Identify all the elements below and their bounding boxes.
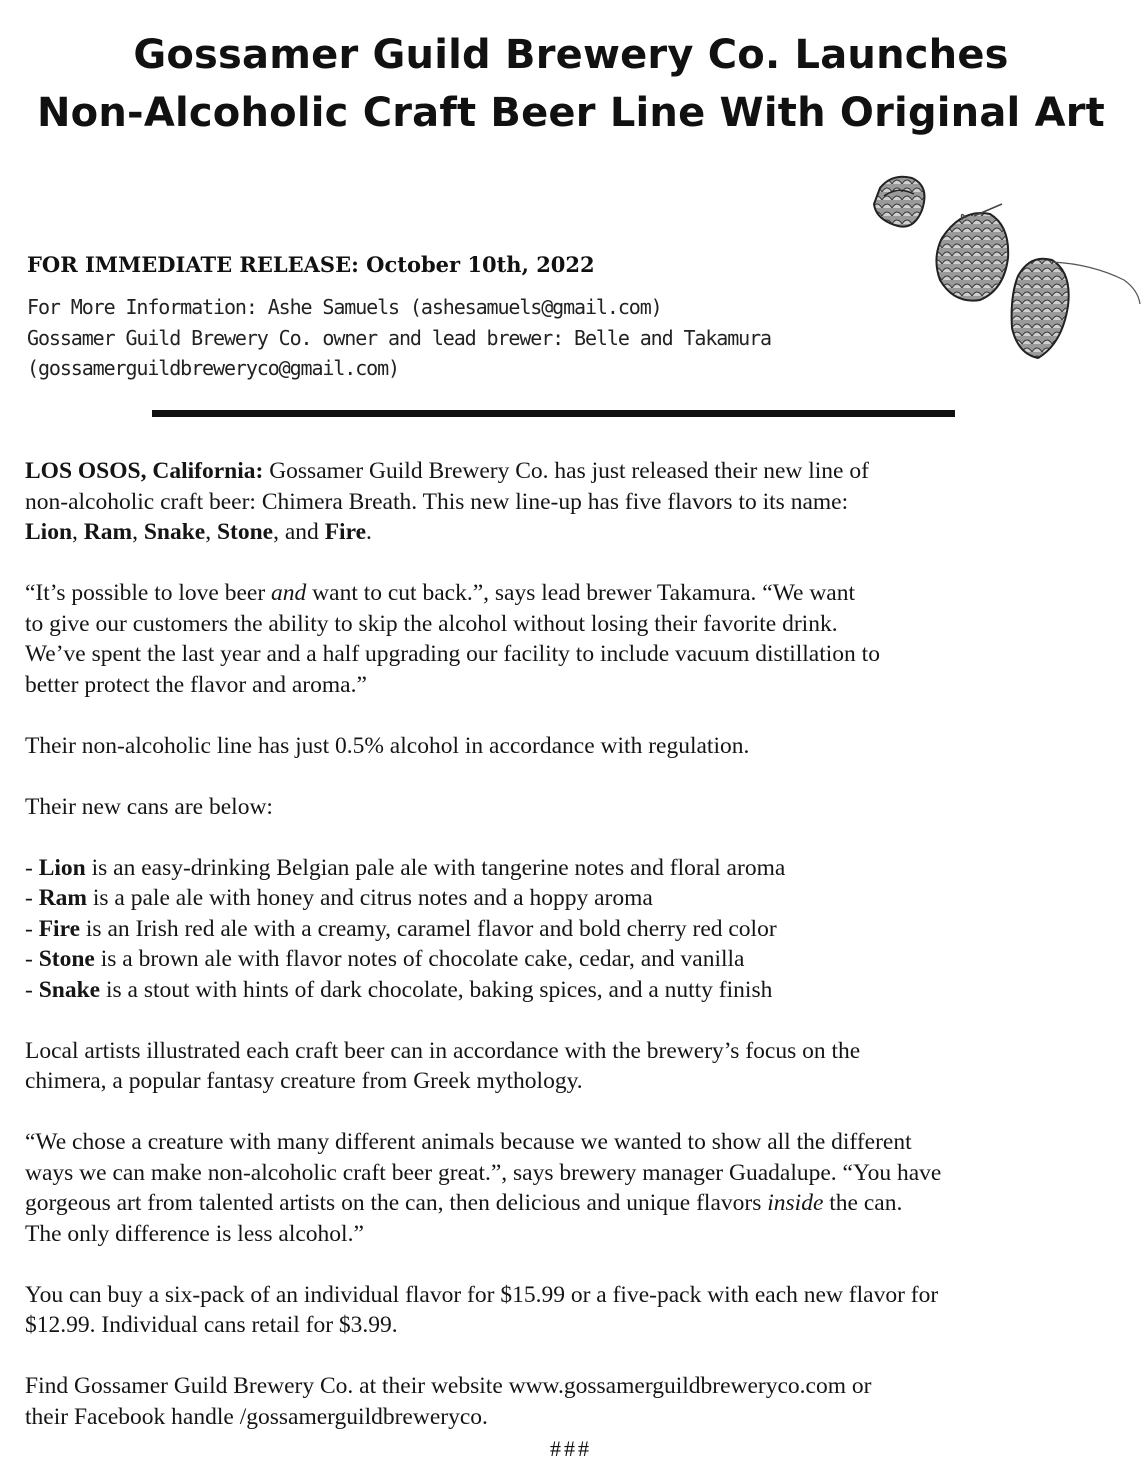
release-label: FOR IMMEDIATE RELEASE: bbox=[27, 252, 359, 277]
list-item: - Snake is a stout with hints of dark chocolate, baking spices, and a nutty finish bbox=[25, 976, 773, 1003]
divider bbox=[152, 410, 955, 417]
cans-intro: Their new cans are below: bbox=[25, 793, 273, 820]
release-line bbox=[27, 252, 595, 277]
flavor-name: Fire bbox=[324, 519, 367, 545]
pricing-paragraph: You can buy a six-pack of an individual flavor for $15.99 or a five-pack with each new flavor for $12.99. Individual cans retail for $3.99. bbox=[25, 1281, 939, 1338]
contact-email-line: (gossamerguildbreweryco@gmail.com) bbox=[27, 356, 399, 380]
flavor-name: Lion bbox=[25, 519, 73, 545]
headline bbox=[0, 26, 1142, 142]
end-mark: ### bbox=[550, 1436, 592, 1461]
release-date: October 10th, 2022 bbox=[366, 252, 595, 277]
artists-paragraph: Local artists illustrated each craft beer can in accordance with the brewery’s focus on the chimera, a popular fantasy creature from Greek mythology. bbox=[25, 1037, 861, 1094]
guadalupe-quote: “We chose a creature with many different animals because we wanted to show all the different ways we can make non-alcoholic craft beer great.”, says brewery manager Guadalupe. “You have gorgeous art from talented artists on the can, then delicious and unique flavors inside the can. The only difference is less alcohol.” bbox=[25, 1129, 942, 1247]
takamura-quote: “It’s possible to love beer and want to cut back.”, says lead brewer Takamura. “We want to give our customers the ability to skip the alcohol without losing their favorite drink. We’ve spent the last year and a half upgrading our facility to include vacuum distillation to better protect the flavor and aroma.” bbox=[25, 580, 880, 698]
flavor-name: Stone bbox=[216, 519, 274, 545]
headline-line-1: Gossamer Guild Brewery Co. Launches bbox=[133, 32, 1009, 78]
press-release-body bbox=[25, 456, 1125, 1463]
list-item: - Ram is a pale ale with honey and citrus notes and a hoppy aroma bbox=[25, 885, 653, 911]
flavor-name: Snake bbox=[143, 519, 206, 545]
contact-info-line: For More Information: Ashe Samuels (ashesamuels@gmail.com) bbox=[27, 295, 662, 319]
list-item: - Lion is an easy-drinking Belgian pale ale with tangerine notes and floral aroma bbox=[25, 854, 786, 881]
contact-owner-line: Gossamer Guild Brewery Co. owner and lead brewer: Belle and Takamura bbox=[27, 325, 771, 350]
hop-cone-icon bbox=[874, 177, 924, 227]
hop-cone-icon bbox=[936, 204, 1008, 301]
alcohol-note: Their non-alcoholic line has just 0.5% alcohol in accordance with regulation. bbox=[25, 732, 750, 759]
headline-line-2: Non-Alcoholic Craft Beer Line With Original Art bbox=[36, 90, 1105, 136]
find-paragraph: Find Gossamer Guild Brewery Co. at their website www.gossamerguildbreweryco.com or their Facebook handle /gossamerguildbreweryco. bbox=[25, 1373, 872, 1430]
list-item: - Fire is an Irish red ale with a creamy, caramel flavor and bold cherry red color bbox=[25, 915, 777, 942]
cans-list bbox=[25, 853, 1125, 1006]
list-item: - Stone is a brown ale with flavor notes of chocolate cake, cedar, and vanilla bbox=[25, 946, 745, 972]
dateline: LOS OSOS, California: bbox=[25, 458, 264, 484]
flavor-name: Ram bbox=[83, 519, 133, 545]
hop-cone-icon bbox=[1012, 259, 1140, 358]
contact-block bbox=[27, 292, 907, 384]
intro-paragraph: LOS OSOS, California: Gossamer Guild Brewery Co. has just released their new line of non-alcoholic craft beer: Chimera Breath. This new line-up has five flavors to its name: Lion, Ram, Snake, Stone, and Fire. bbox=[25, 458, 869, 545]
